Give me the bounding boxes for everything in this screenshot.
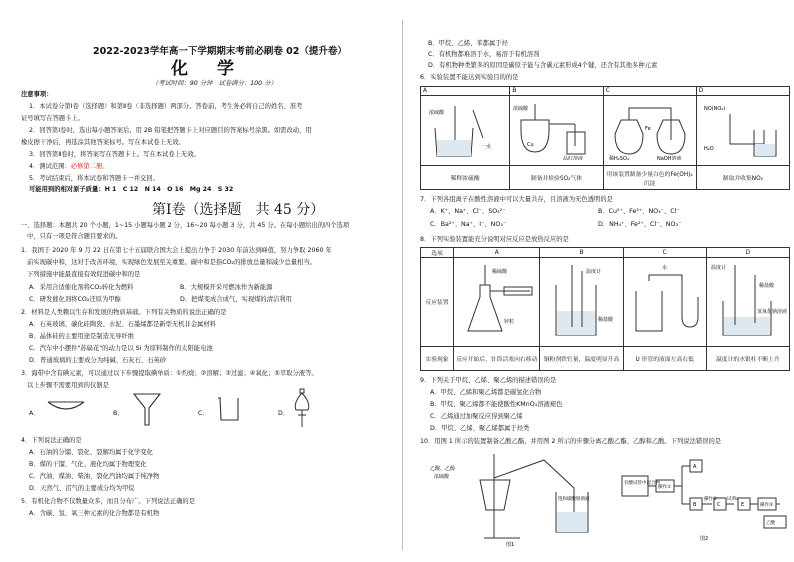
q10-fig2-c: C: [717, 502, 721, 508]
section-intro: 一、选择题：本题共 20 个小题，1~15 小题每小题 2 分，16~20 每小题 3 分，共 45 分。在每小题给出的四个选项: [21, 222, 350, 229]
q6-caption-c: 用该装置制备少量白色的Fe(OH)₂沉淀: [603, 166, 696, 190]
q10-fig2-op2: 操作②: [704, 497, 718, 502]
notes-title: 注意事项：: [21, 91, 53, 98]
q8-row-result: 实验现象: [421, 346, 454, 370]
q7-stem: 7．下列各组离子在酸性溶液中可以大量共存，且溶液为无色透明的是: [420, 196, 613, 203]
note-line: [29, 163, 109, 171]
atomic-mass-line: 可能用到的相对原子质量：H 1 C 12 N 14 O 16 Mg 24 S 32: [29, 186, 234, 193]
q6-label-c1: 稀H₂SO₄: [608, 155, 629, 160]
q10-figure-2: [620, 456, 790, 546]
q7-option-b: B．Cu²⁺、Fe³⁺、NO₃⁻、Cl⁻: [598, 208, 680, 215]
q1-stem: 1．我国于 2020 年 9 月 22 日在第七十五届联合国大会上提出力争于 2030 年前达到峰值，努力争取 2060 年: [21, 247, 332, 254]
note-line: 1．本试卷分第Ⅰ卷（选择题）和第Ⅱ卷（非选择题）两部分。答卷前，考生务必将自己的姓名、准考: [29, 103, 303, 110]
q5-option-b: B．甲烷、乙烯、苯都属于烃: [428, 40, 508, 47]
q10-fig1-label3: 饱和碳酸钠溶液: [558, 497, 590, 502]
q8-col-a: A: [454, 248, 540, 258]
q6-stem: 6．实验装置不能达到实验目的的是: [420, 74, 519, 81]
q3-option-c: C．: [198, 410, 209, 417]
q9-stem: 9．下列关于甲烷、乙烯、聚乙烯的描述错误的是: [420, 377, 557, 384]
q10-fig2-b: B: [693, 502, 697, 508]
q4-option-b: B．煤的干馏、气化、液化均属于物理变化: [29, 461, 147, 468]
q8-label-a2: 锌粒: [503, 318, 514, 325]
q10-fig2-op1: 操作①: [658, 485, 672, 490]
q8-apparatus-a: [454, 258, 540, 347]
q8-col-d: D: [706, 248, 789, 258]
q1-option-b: B．大规模开采可燃冰作为新能源: [180, 284, 273, 291]
note-line: 5．考试结束后，将本试卷和答题卡一并交回。: [29, 175, 159, 182]
q3-option-a: A．: [29, 410, 40, 417]
q2-stem: 2．材料是人类赖以生存和发展的物质基础。下列有关物质的说法正确的是: [21, 309, 227, 316]
scope-value: 必修第二册。: [70, 163, 109, 170]
q10-fig2-op3: 操作③: [760, 503, 774, 508]
q8-header-option: 选项: [421, 248, 454, 258]
q6-col-d: D: [696, 87, 789, 96]
separatory-funnel-icon: [292, 388, 312, 428]
column-divider: [402, 20, 403, 550]
q8-apparatus-c: [623, 258, 706, 347]
q3-option-d: D．: [278, 410, 290, 417]
q3-stem: 以上步骤不需要用到的仪器是: [27, 382, 109, 389]
q10-fig1-label2: 浓硫酸: [434, 474, 450, 480]
q1-option-a: A．采用合适催化剂将CO₂转化为燃料: [29, 284, 134, 291]
q6-table: [420, 86, 790, 190]
q8-result-a: 反应开始后，针筒活塞向右移动: [454, 346, 540, 370]
q5-option-c: C．有机物都难溶于水，易溶于有机溶剂: [428, 51, 540, 58]
q8-result-b: 铜粉剂铁钉量，温度明显升高: [540, 346, 623, 370]
q10-fig2-f: 乙酸: [766, 521, 775, 526]
q6-col-a: A: [421, 87, 510, 96]
exam-info: （考试时间：90 分钟 试卷满分：100 分）: [152, 80, 277, 87]
subject-title: 化 学: [171, 59, 240, 79]
q8-label-a1: 稀硫酸: [491, 268, 507, 275]
funnel-icon: [133, 392, 161, 426]
q10-stem: 10．用图 1 所示的装置制备乙酸乙酯，并用图 2 所示的步骤分离乙酸乙酯、乙醇和乙酸。下列说法错误的是: [420, 438, 722, 445]
q6-label-b1: 浓硫酸: [513, 105, 529, 112]
beaker-icon: [218, 396, 240, 422]
q7-option-c: C．Ba²⁺、Na⁺、I⁻、NO₃⁻: [430, 221, 507, 228]
q6-caption-a: 稀释浓硫酸: [421, 166, 510, 190]
q8-label-d2: 稀盐酸: [758, 282, 774, 289]
q5-stem: 5．有机化合物不仅数量众多，而且分布广。下列说法正确的是: [21, 498, 196, 505]
q10-fig2-a: A: [693, 464, 697, 470]
q10-fig2-box1: 有酸试管中混合物: [624, 481, 660, 486]
q8-label-b1: 温度计: [586, 268, 602, 275]
q6-apparatus-a: [421, 96, 510, 166]
q6-label-d2: H₂O: [703, 145, 714, 152]
note-line: 2．回答第Ⅰ卷时，选出每小题答案后，用 2B 铅笔把答题卡上对应题目的答案标号涂黑。如需改动，用: [29, 127, 312, 134]
q6-caption-d: 制取并收集NO₂: [696, 166, 789, 190]
q4-stem: 4．下列说法正确的是: [21, 437, 82, 444]
q8-apparatus-d: [706, 258, 789, 347]
q6-label-a2: 一水: [481, 143, 492, 150]
q8-stem: 8．下列实验装置能充分说明对应反应是放热反应的是: [420, 236, 569, 243]
q3-option-b: B．: [113, 410, 124, 417]
q4-option-d: D．天然气、沼气的主要成分均为甲烷: [29, 485, 135, 492]
q8-col-c: C: [623, 248, 706, 258]
q2-option-d: D．普通玻璃的主要成分为纯碱、石灰石、石英砂: [29, 357, 167, 364]
q8-label-d3: 氢氧化钠溶液: [756, 308, 787, 315]
q5-option-a: A．含碳、氢、氧三种元素的化合物都是有机物: [29, 510, 160, 517]
q9-option-c: C．乙烯通过加聚反应得到聚乙烯: [430, 413, 523, 420]
q8-row-apparatus: 反应装置: [421, 258, 454, 347]
q10-fig1-label1: 乙酸、乙醇: [430, 466, 456, 472]
note-line: 证号填写在答题卡上。: [21, 115, 84, 122]
q8-label-b2: 稀盐酸: [598, 316, 614, 323]
q6-label-b3: 品红溶液: [563, 155, 584, 160]
q4-option-c: C．汽油、煤油、柴油、裂化汽油均属于纯净物: [29, 473, 160, 480]
q1-stem: 前实现碳中和，这对于改善环境，实现绿色发展至关重要。碳中和是指CO₂的排放总量和减少总量相当。: [27, 259, 316, 266]
q9-option-a: A．甲烷、乙烯和聚乙烯都是碳氢化合物: [430, 389, 542, 396]
q7-option-d: D．NH₄⁺、Fe²⁺、Cl⁻、NO₃⁻: [598, 221, 682, 228]
q2-option-a: A．石英玻璃、碳化硅陶瓷、水泥、石墨烯都是新型无机非金属材料: [29, 321, 216, 328]
q6-label-c3: Fe: [644, 125, 651, 132]
q10-figure-1: [424, 448, 594, 552]
q6-label-d1: NO(NO₂): [703, 105, 726, 112]
section-intro: 中，只有一项是符合题目要求的。: [27, 233, 122, 240]
q4-option-a: A．石油的分馏、裂化、裂解均属于化学变化: [29, 449, 153, 456]
q2-option-b: B．晶体硅的主要用途是制造光导纤维: [29, 333, 135, 340]
q8-label-d1: 温度计: [710, 264, 726, 271]
q3-stem: 3．海带中含有碘元素，可以通过以下步骤提取碘单质：①灼烧；②溶解；③过滤；④氧化；⑤萃取分液等。: [21, 370, 318, 377]
q6-col-b: B: [510, 87, 603, 96]
q9-option-d: D．甲烷、乙烯、聚乙烯都属于烃类: [430, 425, 530, 432]
q1-option-c: C．研发催化剂将CO₂还原为甲醇: [29, 296, 121, 303]
note-line: 橡皮擦干净后，再选涂其他答案标号。写在本试卷上无效。: [21, 139, 185, 146]
q8-col-b: B: [540, 248, 623, 258]
q6-label-b2: Cu: [527, 141, 535, 148]
q8-apparatus-b: [540, 258, 623, 347]
q9-option-b: B．甲烷、聚乙烯都不能使酸性KMnO₄溶液褪色: [430, 401, 563, 408]
q10-fig2-e: E: [741, 502, 745, 508]
q10-fig2-caption: 图2: [700, 536, 709, 542]
q7-option-a: A．K⁺、Na⁺、Cl⁻、SO₄²⁻: [430, 208, 506, 215]
section-title: 第Ⅰ卷（选择题 共 45 分）: [152, 202, 325, 218]
paper-title: 2022-2023学年高一下学期期末考前必刷卷 02（提升卷）: [93, 46, 347, 57]
note-line: 3．回答第Ⅱ卷时，将答案写在答题卡上。写在本试卷上无效。: [29, 151, 200, 158]
q6-apparatus-c: [603, 96, 696, 166]
q1-option-d: D．把煤变成合成气，实现煤的清洁利用: [180, 296, 292, 303]
q6-label-a1: 浓硫酸: [429, 109, 445, 116]
q2-option-c: C．汽车中小摆件"苏扁花"的动力是以 Si 为原料制作的太阳能电池: [29, 345, 213, 352]
q6-col-c: C: [603, 87, 696, 96]
q6-caption-b: 制备并检验SO₂气体: [510, 166, 603, 190]
scope-label: 4．测试范围：: [29, 163, 71, 170]
q5-option-d: D．有机物种类繁多的原因是碳原子能与含碳元素形成4个键，还含有其他多种元素: [428, 62, 658, 69]
q8-table: [420, 247, 790, 371]
q10-fig2-d: 试剂a: [727, 497, 739, 502]
q6-apparatus-d: [696, 96, 789, 166]
q6-label-c2: NaOH溶液: [656, 155, 682, 160]
q8-label-c1: 水: [661, 264, 667, 271]
evaporating-dish-icon: [47, 400, 85, 414]
q1-stem: 下列措施中能最直接有效促进碳中和的是: [27, 271, 141, 278]
q6-apparatus-b: [510, 96, 603, 166]
q8-result-c: U 形管的液面左高右低: [623, 346, 706, 370]
q8-result-d: 温度计的水银柱不断上升: [706, 346, 789, 370]
q10-fig1-caption: 图1: [506, 542, 515, 548]
